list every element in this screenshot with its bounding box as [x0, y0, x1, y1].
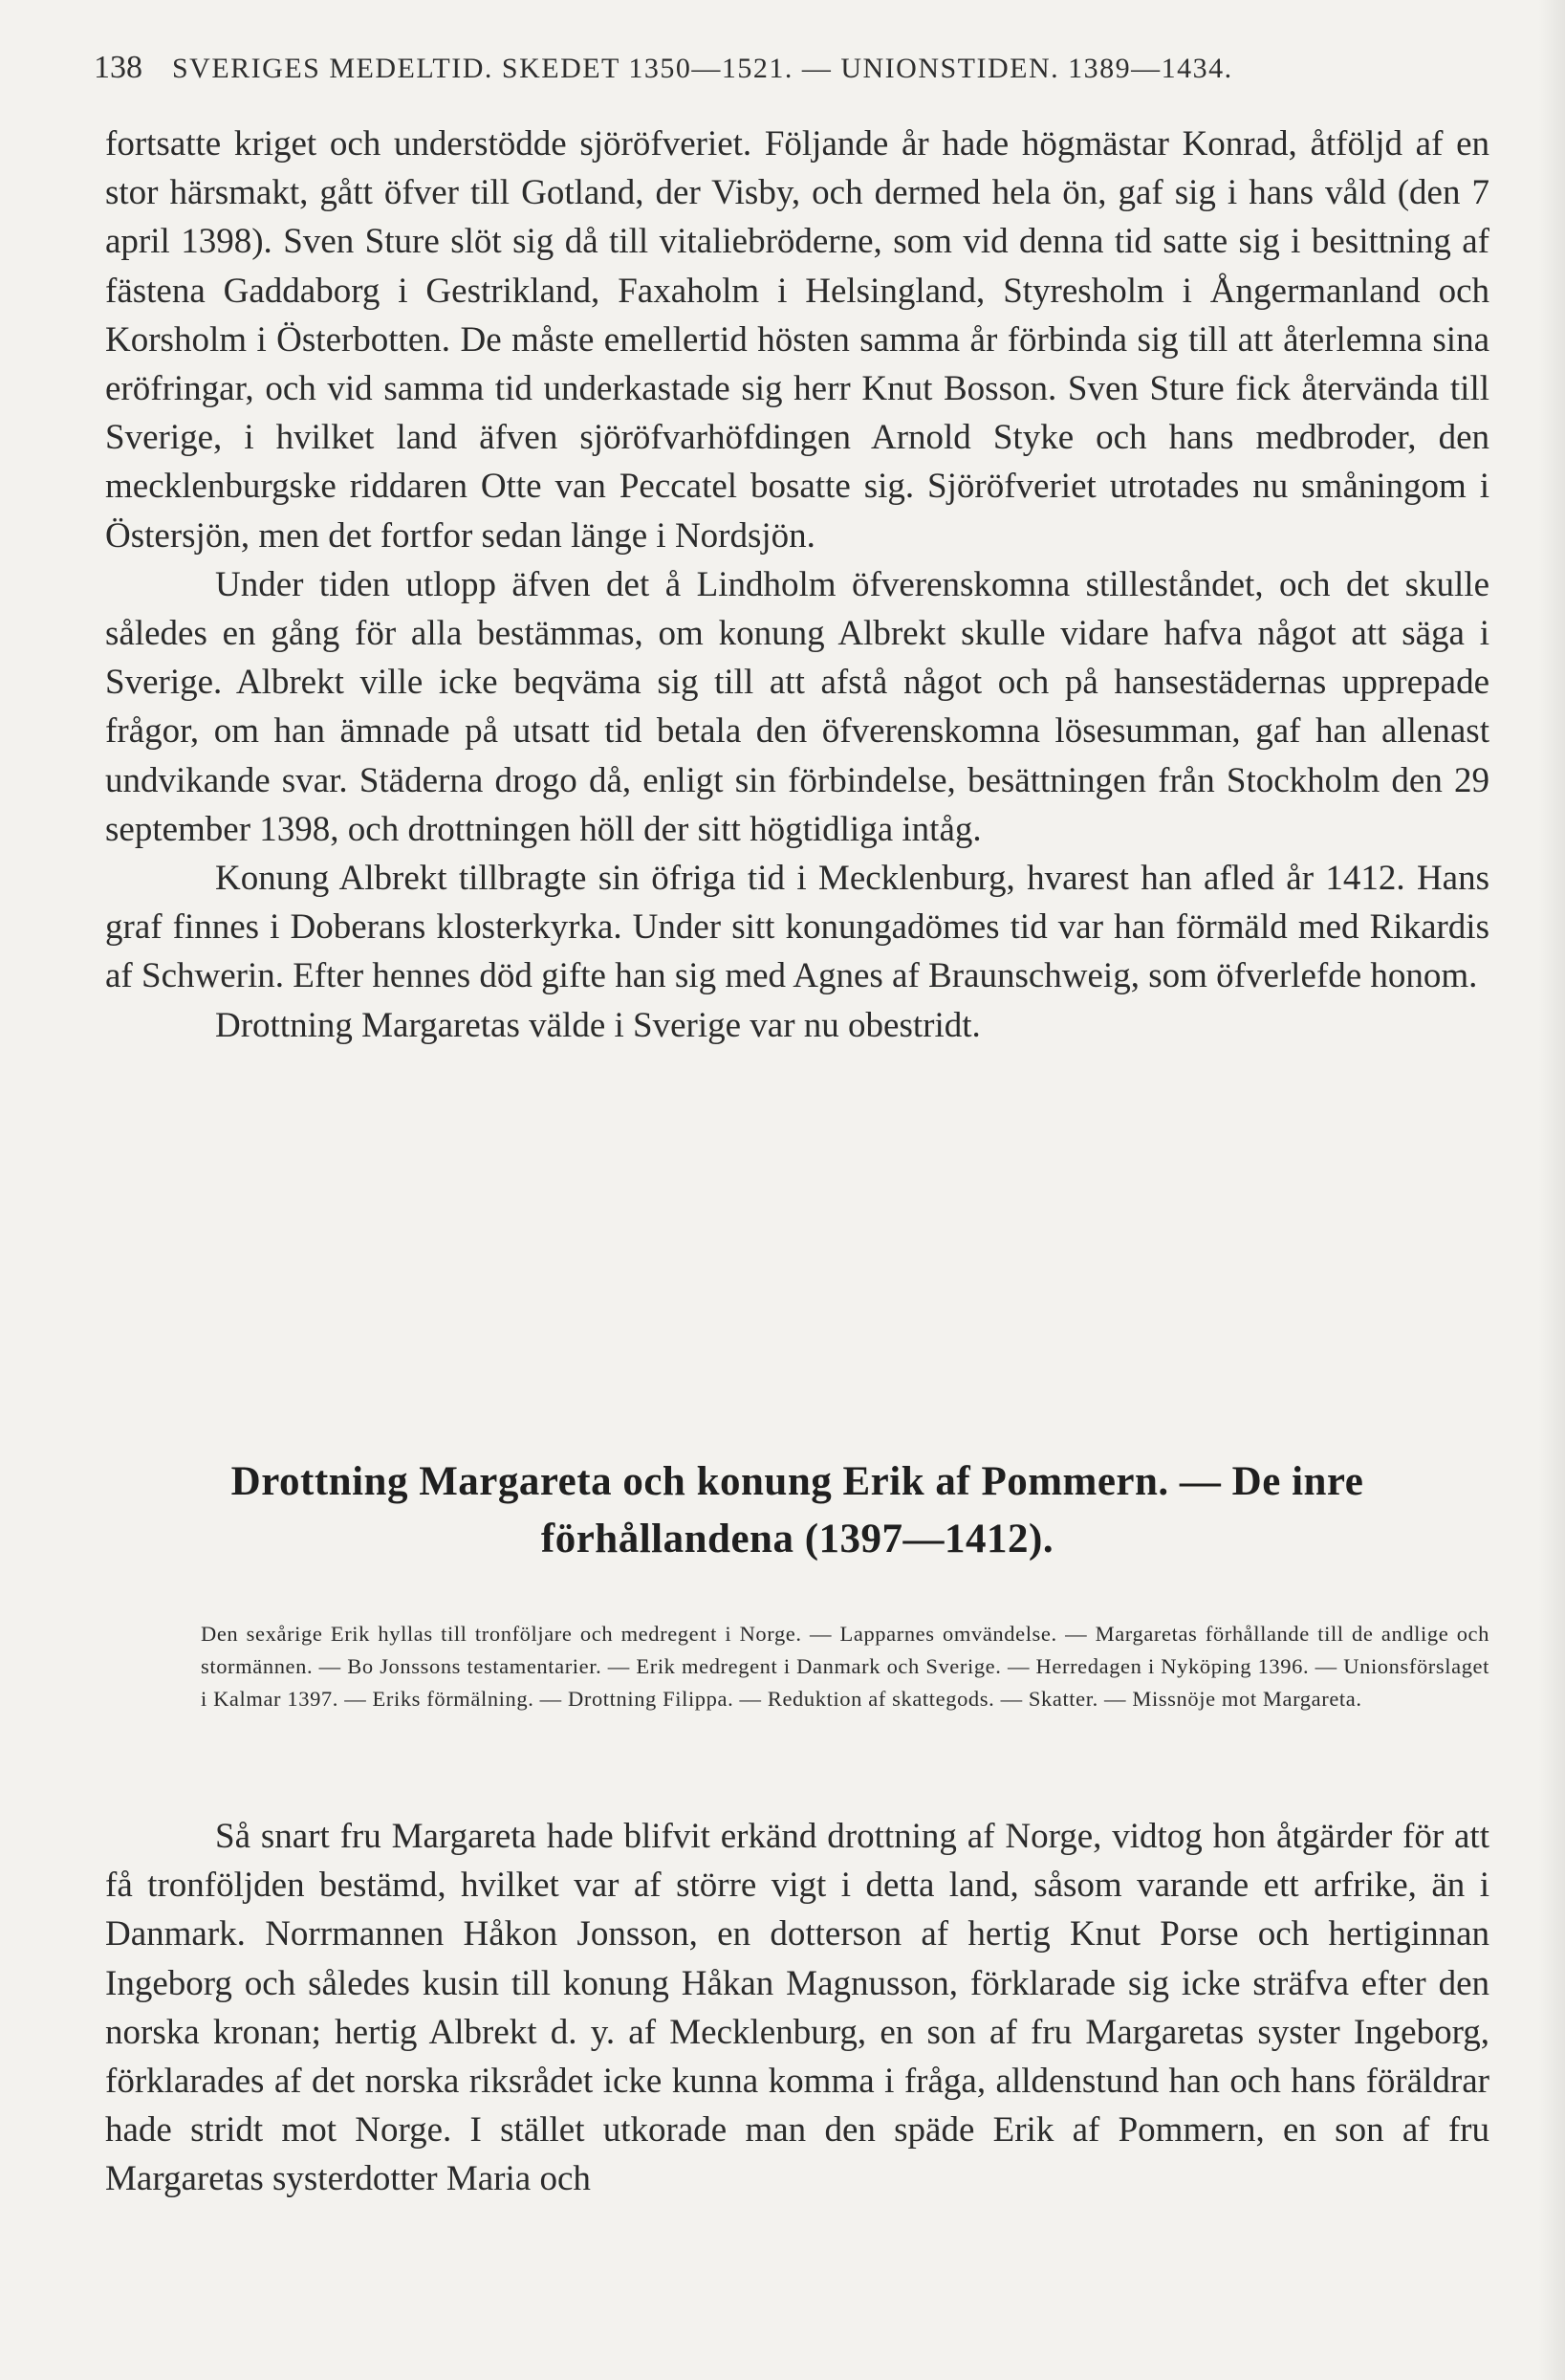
paragraph: Under tiden utlopp äfven det å Lindholm öfverenskomna stilleståndet, och det skulle således en gång för alla bestämmas, om konung Albrekt skulle vidare hafva något att säga i Sverige. Albrekt ville icke beqväma sig till att afstå något och på hansestädernas upprepade frågor, om han ämnade på utsatt tid betala den öfverenskomna lösesumman, gaf han allenast undvikande svar. Städerna drogo då, enligt sin förbindelse, besättningen från Stockholm den 29 september 1398, och drottningen höll der sitt högtidliga intåg.	[105, 564, 1489, 849]
running-header	[94, 50, 1470, 86]
paragraph: Så snart fru Margareta hade blifvit erkänd drottning af Norge, vidtog hon åtgärder för att få tronföljden bestämd, hvilket var af större vigt i detta land, såsom varande ett arfrike, än i Danmark. Norrmannen Håkon Jonsson, en dotterson af hertig Knut Porse och hertiginnan Ingeborg och således kusin till konung Håkan Magnusson, förklarade sig icke sträfva efter den norska kronan; hertig Albrekt d. y. af Mecklenburg, en son af fru Margaretas syster Ingeborg, förklarades af det norska riksrådet icke kunna komma i fråga, alldenstund han och hans föräldrar hade stridt mot Norge. I stället utkorade man den späde Erik af Pommern, en son af fru Margaretas systerdotter Maria och	[105, 1817, 1489, 2199]
top-text-block	[105, 120, 1489, 1050]
section-text-block	[105, 1812, 1489, 2204]
page-edge-shadow	[1538, 0, 1565, 2380]
page-number: 138	[94, 50, 142, 85]
section-heading: Drottning Margareta och konung Erik af Pommern. — De inre förhållandena (1397—1412).	[230, 1459, 1364, 1561]
paragraph: Konung Albrekt tillbragte sin öfriga tid i Mecklenburg, hvarest han afled år 1412. Hans graf finnes i Doberans klosterkyrka. Under sitt konungadömes tid var han förmäld med Rikardis af Schwerin. Efter hennes död gifte han sig med Agnes af Braunschweig, som öfverlefde honom.	[105, 859, 1489, 996]
section-summary: Den sexårige Erik hyllas till tronföljare och medregent i Norge. — Lapparnes omvändelse. — Margaretas förhållande till de andlige och stormännen. — Bo Jonssons testamentarier. — Erik medregent i Danmark och Sverige. — Herredagen i Nyköping 1396. — Unionsförslaget i Kalmar 1397. — Eriks förmälning. — Drottning Filippa. — Reduktion af skattegods. — Skatter. — Missnöje mot Margareta.	[201, 1622, 1489, 1711]
paragraph: Drottning Margaretas välde i Sverige var nu obestridt.	[215, 1005, 981, 1045]
running-title: SVERIGES MEDELTID. SKEDET 1350—1521. — UNIONSTIDEN. 1389—1434.	[172, 53, 1233, 84]
paragraph: fortsatte kriget och understödde sjöröfveriet. Följande år hade högmästar Konrad, åtföljd af en stor härsmakt, gått öfver till Gotland, der Visby, och dermed hela ön, gaf sig i hans våld (den 7 april 1398). Sven Sture slöt sig då till vitaliebröderne, som vid denna tid satte sig i besittning af fästena Gaddaborg i Gestrikland, Faxaholm i Helsingland, Styresholm i Ångermanland och Korsholm i Österbotten. De måste emellertid hösten samma år förbinda sig till att återlemna sina eröfringar, och vid samma tid underkastade sig herr Knut Bosson. Sven Sture fick återvända till Sverige, i hvilket land äfven sjöröfvarhöfdingen Arnold Styke och hans medbroder, den mecklenburgske riddaren Otte van Peccatel bosatte sig. Sjöröfveriet utrotades nu småningom i Östersjön, men det fortfor sedan länge i Nordsjön.	[105, 124, 1489, 556]
